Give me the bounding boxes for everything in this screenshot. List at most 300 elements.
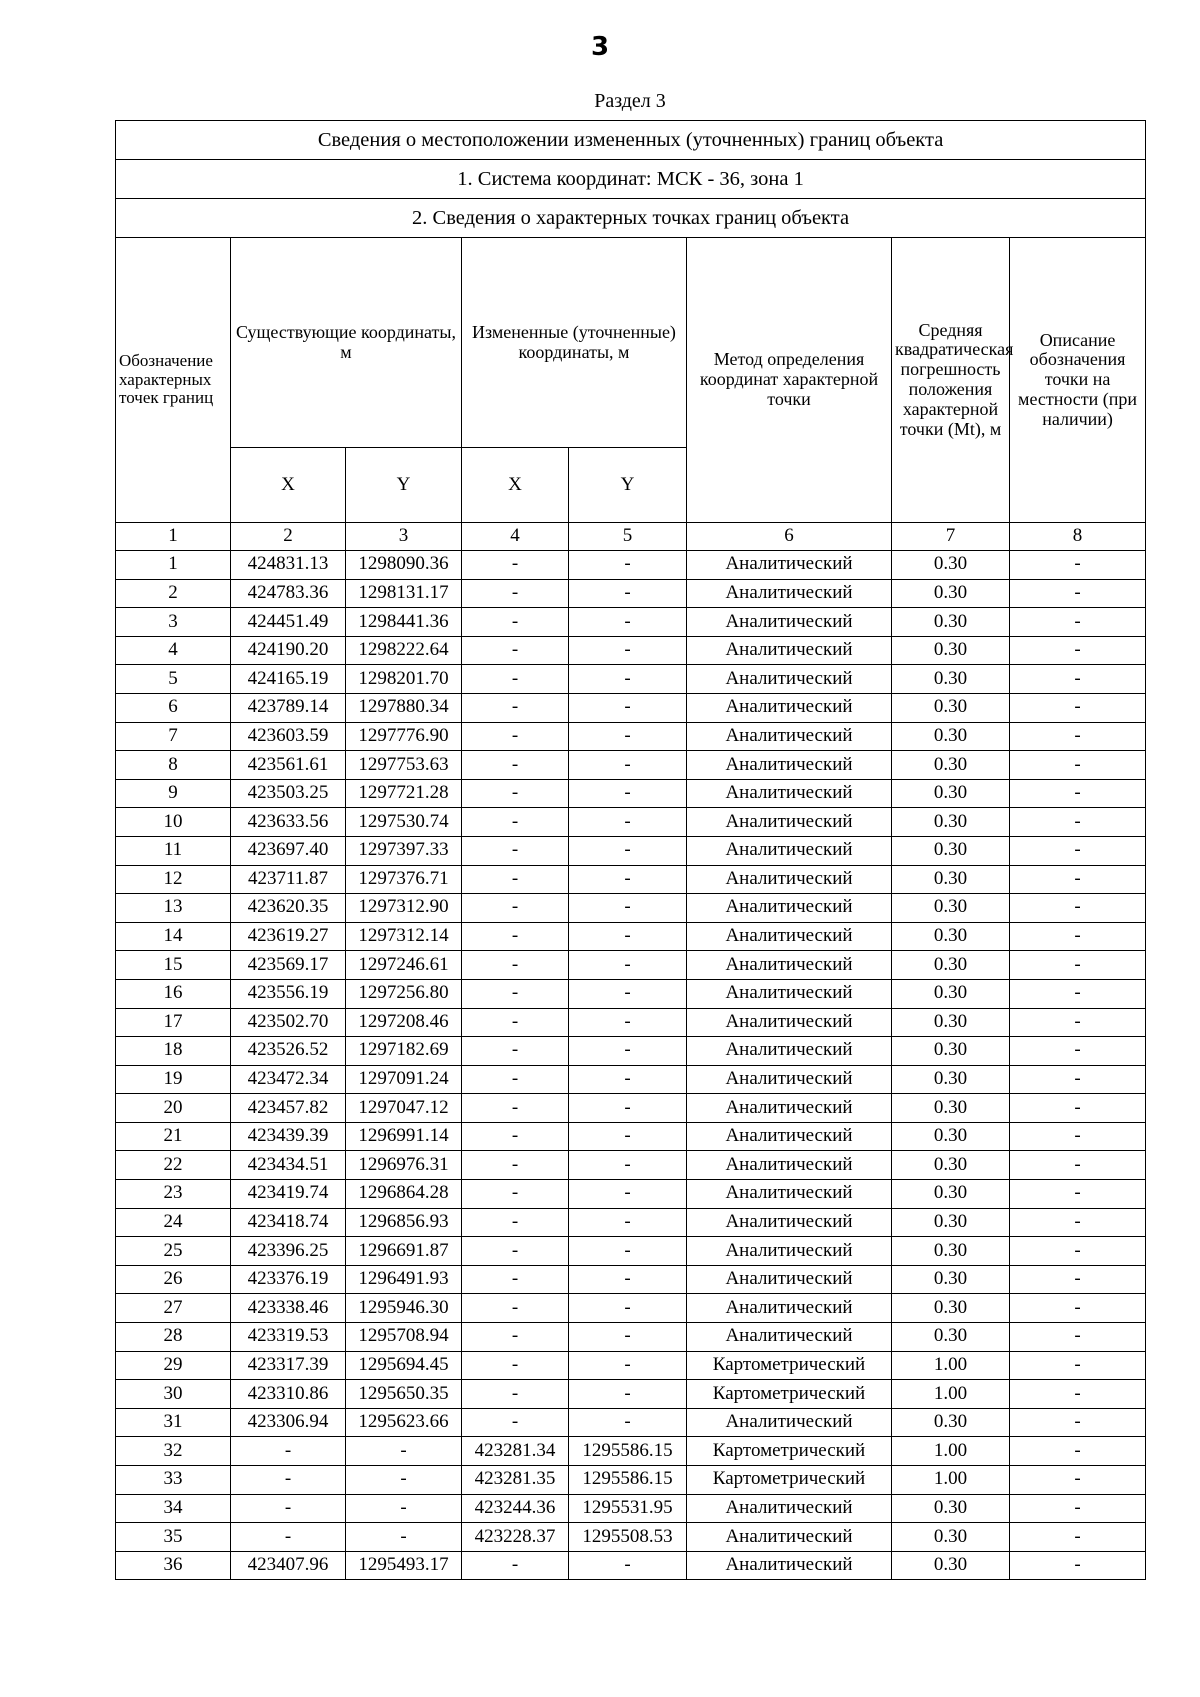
- method-cell: Аналитический: [687, 693, 892, 722]
- changed-y-cell: 1295586.15: [569, 1437, 687, 1466]
- error-cell: 0.30: [892, 808, 1010, 837]
- description-cell: -: [1010, 1122, 1146, 1151]
- existing-y-cell: 1297880.34: [346, 693, 462, 722]
- point-number-cell: 6: [116, 693, 231, 722]
- existing-y-cell: 1295946.30: [346, 1294, 462, 1323]
- method-cell: Аналитический: [687, 1237, 892, 1266]
- point-number-cell: 35: [116, 1523, 231, 1552]
- existing-x-cell: 423556.19: [231, 979, 346, 1008]
- error-cell: 0.30: [892, 608, 1010, 637]
- existing-y-cell: 1297530.74: [346, 808, 462, 837]
- changed-y-cell: -: [569, 1265, 687, 1294]
- error-cell: 0.30: [892, 1122, 1010, 1151]
- error-cell: 0.30: [892, 1037, 1010, 1066]
- method-cell: Аналитический: [687, 808, 892, 837]
- method-cell: Аналитический: [687, 1094, 892, 1123]
- error-cell: 0.30: [892, 951, 1010, 980]
- error-cell: 0.30: [892, 779, 1010, 808]
- existing-x-cell: 423418.74: [231, 1208, 346, 1237]
- existing-x-cell: 423317.39: [231, 1351, 346, 1380]
- description-cell: -: [1010, 1380, 1146, 1409]
- changed-y-cell: 1295508.53: [569, 1523, 687, 1552]
- description-cell: -: [1010, 979, 1146, 1008]
- table-row: [116, 808, 1146, 837]
- table-row: [116, 722, 1146, 751]
- existing-y-cell: 1297047.12: [346, 1094, 462, 1123]
- header-existing-y: Y: [346, 448, 462, 523]
- table-row: [116, 1294, 1146, 1323]
- points-heading: 2. Сведения о характерных точках границ объекта: [116, 199, 1146, 238]
- table-row: [116, 1065, 1146, 1094]
- point-number-cell: 7: [116, 722, 231, 751]
- error-cell: 0.30: [892, 894, 1010, 923]
- changed-x-cell: -: [462, 1380, 569, 1409]
- point-number-cell: 15: [116, 951, 231, 980]
- changed-x-cell: -: [462, 1351, 569, 1380]
- table-row: [116, 1094, 1146, 1123]
- changed-x-cell: -: [462, 922, 569, 951]
- page-number: 3: [590, 32, 610, 62]
- changed-x-cell: -: [462, 1037, 569, 1066]
- existing-y-cell: 1297091.24: [346, 1065, 462, 1094]
- changed-y-cell: -: [569, 1151, 687, 1180]
- table-row: [116, 951, 1146, 980]
- method-cell: Аналитический: [687, 922, 892, 951]
- error-cell: 0.30: [892, 636, 1010, 665]
- column-number: 2: [231, 523, 346, 551]
- existing-y-cell: 1297721.28: [346, 779, 462, 808]
- boundary-points-table: [115, 120, 1146, 1580]
- error-cell: 0.30: [892, 922, 1010, 951]
- changed-x-cell: -: [462, 779, 569, 808]
- changed-x-cell: -: [462, 1265, 569, 1294]
- table-row: [116, 1237, 1146, 1266]
- table-row: [116, 1523, 1146, 1552]
- existing-y-cell: 1297312.14: [346, 922, 462, 951]
- changed-x-cell: -: [462, 1408, 569, 1437]
- existing-y-cell: 1297376.71: [346, 865, 462, 894]
- error-cell: 0.30: [892, 979, 1010, 1008]
- point-number-cell: 29: [116, 1351, 231, 1380]
- existing-x-cell: -: [231, 1494, 346, 1523]
- method-cell: Аналитический: [687, 979, 892, 1008]
- existing-y-cell: 1295694.45: [346, 1351, 462, 1380]
- description-cell: -: [1010, 551, 1146, 580]
- method-cell: Аналитический: [687, 1151, 892, 1180]
- point-number-cell: 34: [116, 1494, 231, 1523]
- changed-x-cell: 423228.37: [462, 1523, 569, 1552]
- existing-x-cell: 423603.59: [231, 722, 346, 751]
- existing-x-cell: 423319.53: [231, 1323, 346, 1352]
- description-cell: -: [1010, 951, 1146, 980]
- method-cell: Аналитический: [687, 751, 892, 780]
- changed-x-cell: 423281.35: [462, 1466, 569, 1495]
- method-cell: Аналитический: [687, 1494, 892, 1523]
- point-number-cell: 36: [116, 1551, 231, 1580]
- error-cell: 1.00: [892, 1351, 1010, 1380]
- changed-y-cell: -: [569, 722, 687, 751]
- changed-y-cell: -: [569, 1323, 687, 1352]
- existing-x-cell: 423569.17: [231, 951, 346, 980]
- existing-y-cell: 1297776.90: [346, 722, 462, 751]
- description-cell: -: [1010, 1208, 1146, 1237]
- error-cell: 0.30: [892, 1523, 1010, 1552]
- table-row: [116, 779, 1146, 808]
- existing-x-cell: -: [231, 1523, 346, 1552]
- header-error: Средняя квадратическая погрешность положения характерной точки (Mt), м: [892, 238, 1010, 523]
- existing-x-cell: 423502.70: [231, 1008, 346, 1037]
- changed-y-cell: -: [569, 1408, 687, 1437]
- error-cell: 0.30: [892, 1265, 1010, 1294]
- changed-y-cell: -: [569, 1351, 687, 1380]
- existing-y-cell: 1297312.90: [346, 894, 462, 923]
- description-cell: -: [1010, 779, 1146, 808]
- table-row: [116, 894, 1146, 923]
- error-cell: 0.30: [892, 1151, 1010, 1180]
- existing-y-cell: 1295650.35: [346, 1380, 462, 1409]
- point-number-cell: 11: [116, 836, 231, 865]
- changed-y-cell: -: [569, 608, 687, 637]
- existing-x-cell: 423472.34: [231, 1065, 346, 1094]
- table-row: [116, 1208, 1146, 1237]
- point-number-cell: 12: [116, 865, 231, 894]
- point-number-cell: 30: [116, 1380, 231, 1409]
- existing-y-cell: 1297246.61: [346, 951, 462, 980]
- method-cell: Картометрический: [687, 1437, 892, 1466]
- existing-y-cell: 1297753.63: [346, 751, 462, 780]
- existing-y-cell: 1296976.31: [346, 1151, 462, 1180]
- existing-y-cell: -: [346, 1494, 462, 1523]
- error-cell: 0.30: [892, 1323, 1010, 1352]
- point-number-cell: 18: [116, 1037, 231, 1066]
- existing-x-cell: -: [231, 1466, 346, 1495]
- table-body: [116, 551, 1146, 1580]
- changed-x-cell: -: [462, 693, 569, 722]
- existing-x-cell: 423697.40: [231, 836, 346, 865]
- column-number: 3: [346, 523, 462, 551]
- changed-y-cell: -: [569, 1380, 687, 1409]
- method-cell: Аналитический: [687, 1551, 892, 1580]
- coord-system-line: 1. Система координат: МСК - 36, зона 1: [116, 160, 1146, 199]
- description-cell: -: [1010, 1265, 1146, 1294]
- error-cell: 0.30: [892, 579, 1010, 608]
- point-number-cell: 21: [116, 1122, 231, 1151]
- existing-x-cell: 424451.49: [231, 608, 346, 637]
- header-point-label: Обозначение характерных точек границ: [116, 238, 231, 523]
- description-cell: -: [1010, 665, 1146, 694]
- description-cell: -: [1010, 1323, 1146, 1352]
- description-cell: -: [1010, 1551, 1146, 1580]
- changed-x-cell: -: [462, 1151, 569, 1180]
- description-cell: -: [1010, 1494, 1146, 1523]
- column-number: 4: [462, 523, 569, 551]
- changed-x-cell: -: [462, 1294, 569, 1323]
- error-cell: 0.30: [892, 665, 1010, 694]
- error-cell: 1.00: [892, 1380, 1010, 1409]
- changed-x-cell: -: [462, 579, 569, 608]
- existing-y-cell: 1298441.36: [346, 608, 462, 637]
- error-cell: 0.30: [892, 1065, 1010, 1094]
- table-row: [116, 1494, 1146, 1523]
- table-row: [116, 836, 1146, 865]
- existing-y-cell: -: [346, 1466, 462, 1495]
- changed-y-cell: -: [569, 894, 687, 923]
- method-cell: Аналитический: [687, 836, 892, 865]
- existing-x-cell: 423310.86: [231, 1380, 346, 1409]
- changed-x-cell: 423281.34: [462, 1437, 569, 1466]
- header-existing-x: X: [231, 448, 346, 523]
- table-row: [116, 579, 1146, 608]
- changed-x-cell: -: [462, 608, 569, 637]
- description-cell: -: [1010, 636, 1146, 665]
- changed-y-cell: -: [569, 636, 687, 665]
- description-cell: -: [1010, 1408, 1146, 1437]
- table-row: [116, 865, 1146, 894]
- method-cell: Картометрический: [687, 1351, 892, 1380]
- description-cell: -: [1010, 1008, 1146, 1037]
- changed-x-cell: -: [462, 1094, 569, 1123]
- changed-x-cell: -: [462, 1065, 569, 1094]
- column-number: 1: [116, 523, 231, 551]
- existing-y-cell: 1296991.14: [346, 1122, 462, 1151]
- changed-x-cell: -: [462, 1551, 569, 1580]
- point-number-cell: 17: [116, 1008, 231, 1037]
- changed-y-cell: -: [569, 951, 687, 980]
- existing-x-cell: 423439.39: [231, 1122, 346, 1151]
- error-cell: 0.30: [892, 1180, 1010, 1209]
- existing-y-cell: 1296491.93: [346, 1265, 462, 1294]
- existing-x-cell: 423306.94: [231, 1408, 346, 1437]
- point-number-cell: 2: [116, 579, 231, 608]
- table-row: [116, 751, 1146, 780]
- method-cell: Аналитический: [687, 1408, 892, 1437]
- changed-y-cell: -: [569, 551, 687, 580]
- existing-y-cell: 1297182.69: [346, 1037, 462, 1066]
- table-row: [116, 922, 1146, 951]
- point-number-cell: 22: [116, 1151, 231, 1180]
- table-row: [116, 1551, 1146, 1580]
- error-cell: 0.30: [892, 1237, 1010, 1266]
- point-number-cell: 26: [116, 1265, 231, 1294]
- changed-x-cell: -: [462, 1180, 569, 1209]
- changed-x-cell: -: [462, 636, 569, 665]
- existing-x-cell: 423711.87: [231, 865, 346, 894]
- description-cell: -: [1010, 1523, 1146, 1552]
- description-cell: -: [1010, 1151, 1146, 1180]
- description-cell: -: [1010, 1237, 1146, 1266]
- point-number-cell: 23: [116, 1180, 231, 1209]
- description-cell: -: [1010, 608, 1146, 637]
- method-cell: Аналитический: [687, 779, 892, 808]
- section-label: Раздел 3: [594, 90, 666, 112]
- column-number: 5: [569, 523, 687, 551]
- existing-y-cell: 1297256.80: [346, 979, 462, 1008]
- changed-x-cell: -: [462, 865, 569, 894]
- point-number-cell: 13: [116, 894, 231, 923]
- existing-x-cell: 423789.14: [231, 693, 346, 722]
- column-number: 6: [687, 523, 892, 551]
- method-cell: Аналитический: [687, 1323, 892, 1352]
- existing-x-cell: 423407.96: [231, 1551, 346, 1580]
- error-cell: 0.30: [892, 1551, 1010, 1580]
- changed-x-cell: -: [462, 1122, 569, 1151]
- changed-y-cell: 1295531.95: [569, 1494, 687, 1523]
- method-cell: Аналитический: [687, 1208, 892, 1237]
- changed-y-cell: -: [569, 1208, 687, 1237]
- changed-y-cell: -: [569, 865, 687, 894]
- error-cell: 0.30: [892, 1008, 1010, 1037]
- table-row: [116, 1380, 1146, 1409]
- existing-x-cell: 423526.52: [231, 1037, 346, 1066]
- description-cell: -: [1010, 1437, 1146, 1466]
- existing-x-cell: 423457.82: [231, 1094, 346, 1123]
- error-cell: 0.30: [892, 551, 1010, 580]
- point-number-cell: 16: [116, 979, 231, 1008]
- existing-x-cell: 424190.20: [231, 636, 346, 665]
- method-cell: Аналитический: [687, 951, 892, 980]
- existing-x-cell: 423419.74: [231, 1180, 346, 1209]
- error-cell: 0.30: [892, 1094, 1010, 1123]
- description-cell: -: [1010, 579, 1146, 608]
- header-existing-coords: Существующие координаты, м: [231, 238, 462, 448]
- table-row: [116, 1037, 1146, 1066]
- point-number-cell: 32: [116, 1437, 231, 1466]
- error-cell: 0.30: [892, 751, 1010, 780]
- point-number-cell: 31: [116, 1408, 231, 1437]
- changed-y-cell: -: [569, 922, 687, 951]
- point-number-cell: 33: [116, 1466, 231, 1495]
- existing-y-cell: -: [346, 1437, 462, 1466]
- changed-x-cell: -: [462, 836, 569, 865]
- changed-x-cell: -: [462, 751, 569, 780]
- changed-y-cell: -: [569, 1008, 687, 1037]
- description-cell: -: [1010, 808, 1146, 837]
- method-cell: Аналитический: [687, 1180, 892, 1209]
- existing-y-cell: 1297208.46: [346, 1008, 462, 1037]
- point-number-cell: 19: [116, 1065, 231, 1094]
- existing-y-cell: 1298222.64: [346, 636, 462, 665]
- existing-x-cell: 424831.13: [231, 551, 346, 580]
- changed-y-cell: -: [569, 751, 687, 780]
- existing-y-cell: 1298090.36: [346, 551, 462, 580]
- method-cell: Аналитический: [687, 1294, 892, 1323]
- error-cell: 0.30: [892, 865, 1010, 894]
- existing-y-cell: 1296864.28: [346, 1180, 462, 1209]
- description-cell: -: [1010, 894, 1146, 923]
- table-row: [116, 665, 1146, 694]
- changed-y-cell: -: [569, 779, 687, 808]
- existing-y-cell: 1295493.17: [346, 1551, 462, 1580]
- error-cell: 0.30: [892, 1494, 1010, 1523]
- changed-y-cell: -: [569, 836, 687, 865]
- table-row: [116, 693, 1146, 722]
- error-cell: 0.30: [892, 1294, 1010, 1323]
- existing-x-cell: 423338.46: [231, 1294, 346, 1323]
- point-number-cell: 14: [116, 922, 231, 951]
- changed-y-cell: -: [569, 665, 687, 694]
- description-cell: -: [1010, 922, 1146, 951]
- existing-x-cell: 423434.51: [231, 1151, 346, 1180]
- method-cell: Аналитический: [687, 894, 892, 923]
- changed-x-cell: 423244.36: [462, 1494, 569, 1523]
- changed-x-cell: -: [462, 951, 569, 980]
- changed-x-cell: -: [462, 1237, 569, 1266]
- method-cell: Аналитический: [687, 1523, 892, 1552]
- description-cell: -: [1010, 1094, 1146, 1123]
- column-number: 8: [1010, 523, 1146, 551]
- changed-x-cell: -: [462, 808, 569, 837]
- table-row: [116, 1008, 1146, 1037]
- point-number-cell: 27: [116, 1294, 231, 1323]
- table-row: [116, 1180, 1146, 1209]
- table-row: [116, 1122, 1146, 1151]
- error-cell: 0.30: [892, 1408, 1010, 1437]
- description-cell: -: [1010, 1351, 1146, 1380]
- existing-x-cell: 423633.56: [231, 808, 346, 837]
- changed-y-cell: -: [569, 579, 687, 608]
- table-title: Сведения о местоположении измененных (уточненных) границ объекта: [116, 121, 1146, 160]
- existing-x-cell: 423620.35: [231, 894, 346, 923]
- changed-x-cell: -: [462, 722, 569, 751]
- changed-y-cell: -: [569, 1180, 687, 1209]
- table-row: [116, 979, 1146, 1008]
- changed-x-cell: -: [462, 1208, 569, 1237]
- header-changed-x: X: [462, 448, 569, 523]
- existing-x-cell: 424783.36: [231, 579, 346, 608]
- description-cell: -: [1010, 1065, 1146, 1094]
- existing-x-cell: 423396.25: [231, 1237, 346, 1266]
- existing-y-cell: 1298131.17: [346, 579, 462, 608]
- table-row: [116, 1323, 1146, 1352]
- method-cell: Аналитический: [687, 1008, 892, 1037]
- header-description: Описание обозначения точки на местности (при наличии): [1010, 238, 1146, 523]
- changed-y-cell: -: [569, 1122, 687, 1151]
- existing-y-cell: 1298201.70: [346, 665, 462, 694]
- point-number-cell: 3: [116, 608, 231, 637]
- error-cell: 1.00: [892, 1466, 1010, 1495]
- table-row: [116, 1437, 1146, 1466]
- existing-y-cell: -: [346, 1523, 462, 1552]
- point-number-cell: 24: [116, 1208, 231, 1237]
- header-changed-coords: Измененные (уточненные) координаты, м: [462, 238, 687, 448]
- description-cell: -: [1010, 1037, 1146, 1066]
- changed-y-cell: 1295586.15: [569, 1466, 687, 1495]
- table-row: [116, 1265, 1146, 1294]
- column-number: 7: [892, 523, 1010, 551]
- changed-y-cell: -: [569, 1551, 687, 1580]
- table-row: [116, 1151, 1146, 1180]
- point-number-cell: 25: [116, 1237, 231, 1266]
- existing-y-cell: 1296856.93: [346, 1208, 462, 1237]
- method-cell: Аналитический: [687, 1037, 892, 1066]
- existing-x-cell: 423503.25: [231, 779, 346, 808]
- method-cell: Аналитический: [687, 865, 892, 894]
- point-number-cell: 4: [116, 636, 231, 665]
- method-cell: Аналитический: [687, 722, 892, 751]
- method-cell: Аналитический: [687, 579, 892, 608]
- description-cell: -: [1010, 722, 1146, 751]
- error-cell: 0.30: [892, 693, 1010, 722]
- point-number-cell: 10: [116, 808, 231, 837]
- description-cell: -: [1010, 751, 1146, 780]
- changed-x-cell: -: [462, 1008, 569, 1037]
- error-cell: 0.30: [892, 836, 1010, 865]
- existing-y-cell: 1297397.33: [346, 836, 462, 865]
- changed-y-cell: -: [569, 1294, 687, 1323]
- existing-x-cell: 423561.61: [231, 751, 346, 780]
- table-row: [116, 1351, 1146, 1380]
- description-cell: -: [1010, 865, 1146, 894]
